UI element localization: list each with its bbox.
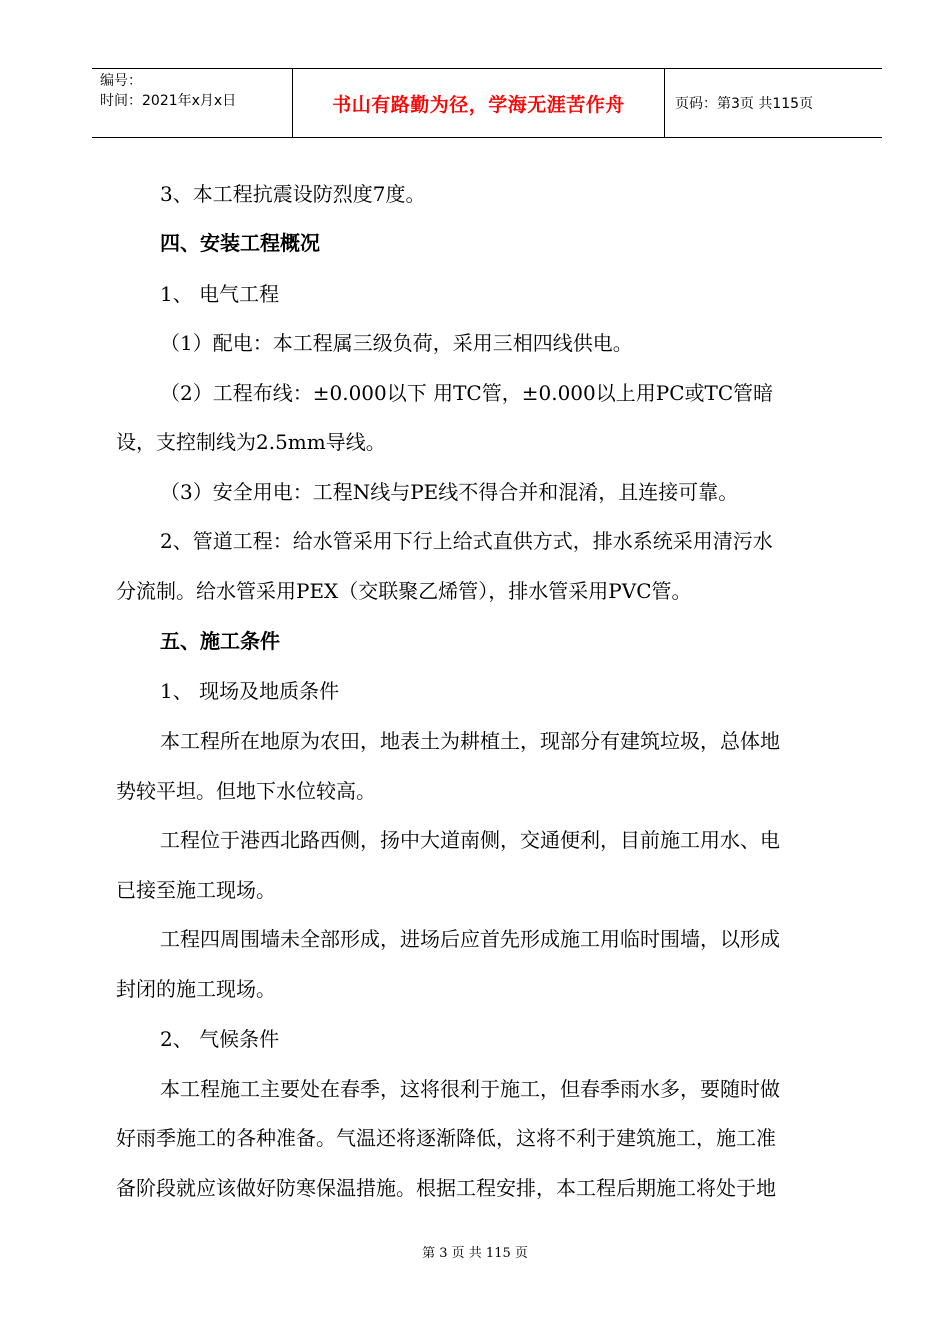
header-motto-cell — [293, 69, 665, 137]
document-time-label: 时间：2021年x月x日 — [100, 93, 237, 109]
paragraph-line: 设，支控制线为2.5mm导线。 — [116, 430, 386, 454]
paragraph-line: 好雨季施工的各种准备。气温还将逐渐降低，这将不利于建筑施工，施工准 — [116, 1126, 776, 1150]
subsection-heading: 2、 气候条件 — [160, 1027, 280, 1051]
paragraph-line: （2）工程布线：±0.000以下 用TC管，±0.000以上用PC或TC管暗 — [160, 381, 774, 405]
paragraph-line: 势较平坦。但地下水位较高。 — [116, 779, 376, 803]
paragraph-line: 分流制。给水管采用PEX（交联聚乙烯管），排水管采用PVC管。 — [116, 579, 692, 603]
paragraph-line: 本工程所在地原为农田，地表土为耕植土，现部分有建筑垃圾，总体地 — [160, 729, 780, 753]
paragraph-line: （1）配电：本工程属三级负荷，采用三相四线供电。 — [160, 331, 633, 355]
section-heading: 五、施工条件 — [160, 629, 280, 653]
section-heading: 四、安装工程概况 — [160, 231, 320, 255]
paragraph-line: 工程四周围墙未全部形成，进场后应首先形成施工用临时围墙，以形成 — [160, 927, 780, 951]
header-page-cell — [665, 69, 882, 137]
subsection-heading: 1、 电气工程 — [160, 282, 280, 306]
header-meta-cell — [92, 69, 293, 137]
header-page-info: 页码：第3页 共115页 — [675, 96, 814, 112]
subsection-heading: 1、 现场及地质条件 — [160, 679, 340, 703]
header-motto: 书山有路勤为径，学海无涯苦作舟 — [332, 93, 625, 116]
paragraph-line: 3、本工程抗震设防烈度7度。 — [160, 182, 426, 206]
page-footer: 第 3 页 共 115 页 — [422, 1246, 528, 1261]
paragraph-line: 封闭的施工现场。 — [116, 977, 276, 1001]
paragraph-line: 已接至施工现场。 — [116, 878, 276, 902]
paragraph-line: 2、管道工程：给水管采用下行上给式直供方式，排水系统采用清污水 — [160, 529, 773, 553]
document-number-label: 编号： — [100, 73, 142, 89]
page-header — [92, 68, 882, 138]
paragraph-line: 工程位于港西北路西侧，扬中大道南侧，交通便利，目前施工用水、电 — [160, 828, 780, 852]
paragraph-line: 备阶段就应该做好防寒保温措施。根据工程安排，本工程后期施工将处于地 — [116, 1176, 776, 1200]
paragraph-line: 本工程施工主要处在春季，这将很利于施工，但春季雨水多，要随时做 — [160, 1077, 780, 1101]
paragraph-line: （3）安全用电：工程N线与PE线不得合并和混淆，且连接可靠。 — [160, 480, 739, 504]
